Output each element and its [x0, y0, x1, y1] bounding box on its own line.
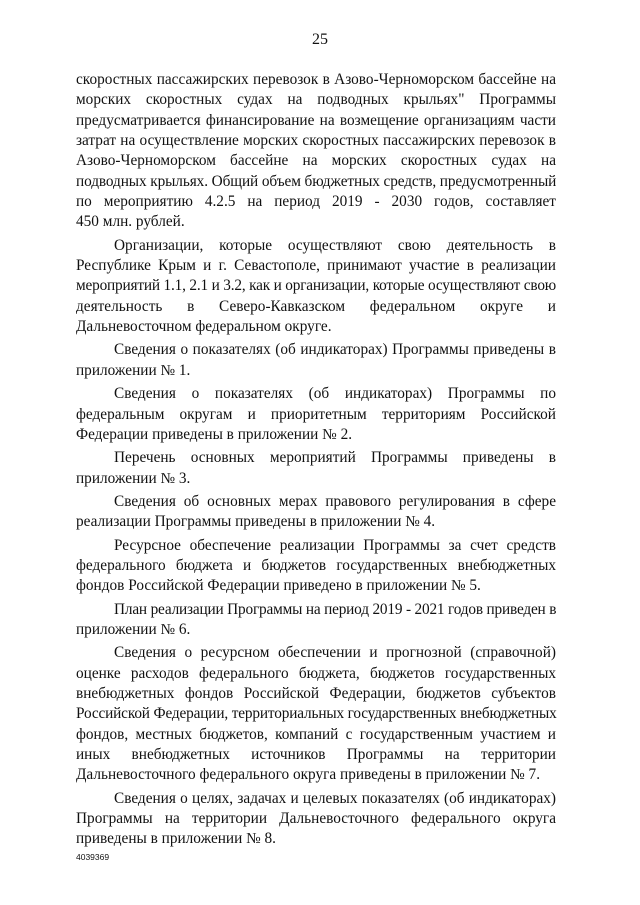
text-line: фондов, местных бюджетов, компаний с государственным участием и	[76, 725, 556, 743]
text-line: мероприятий 1.1, 2.1 и 3.2, как и организации, которые осуществляют свою	[76, 277, 557, 295]
document-code: 4039369	[76, 852, 110, 862]
paragraph	[76, 536, 556, 597]
text-line: приложении № 6.	[76, 620, 191, 638]
text-line: Сведения об основных мерах правового регулирования в сфере	[114, 492, 556, 510]
text-line: фондов Российской Федерации приведено в приложении № 5.	[76, 577, 481, 595]
text-line: внебюджетных фондов Российской Федерации, бюджетов субъектов	[76, 684, 556, 702]
page-number: 25	[312, 31, 328, 48]
text-line: Республике Крым и г. Севастополе, принимают участие в реализации	[76, 257, 556, 275]
text-line: федеральным округам и приоритетным территориям Российской	[76, 405, 556, 423]
text-line: Ресурсное обеспечение реализации Программы за счет средств	[114, 536, 556, 554]
text-line: Организации, которые осуществляют свою деятельность в	[114, 236, 556, 254]
paragraph	[76, 492, 556, 533]
text-line: деятельность в Северо-Кавказском федеральном округе и	[76, 297, 556, 315]
text-line: подводных крыльях. Общий объем бюджетных средств, предусмотренный	[76, 172, 557, 190]
text-line: Сведения о целях, задачах и целевых показателях (об индикаторах)	[114, 789, 556, 807]
text-line: Сведения о ресурсном обеспечении и прогнозной (справочной)	[114, 644, 556, 662]
text-line: федерального бюджета и бюджетов государственных внебюджетных	[76, 556, 556, 574]
text-line: Дальневосточном федеральном округе.	[76, 318, 332, 336]
text-line: по мероприятию 4.2.5 на период 2019 - 2030 годов, составляет	[76, 193, 556, 211]
paragraph	[76, 70, 556, 233]
text-line: приведены в приложении № 8.	[76, 830, 277, 848]
text-line: морских скоростных судах на подводных крыльях" Программы	[76, 91, 556, 109]
text-line: Дальневосточного федерального округа приведены в приложении № 7.	[76, 766, 541, 784]
text-line: Программы на территории Дальневосточного федерального округа	[76, 810, 556, 828]
text-line: Федерации приведены в приложении № 2.	[76, 425, 353, 443]
paragraph	[76, 448, 556, 489]
text-line: Сведения о показателях (об индикаторах) Программы приведены в	[114, 341, 556, 359]
text-line: иных внебюджетных источников Программы на территории	[76, 746, 556, 763]
text-line: Российской Федерации, территориальных государственных внебюджетных	[76, 705, 557, 723]
paragraph	[76, 789, 556, 850]
paragraph	[76, 236, 556, 338]
text-line: реализации Программы приведены в приложении № 4.	[76, 513, 436, 531]
text-line: 450 млн. рублей.	[76, 213, 185, 231]
text-line: оценке расходов федерального бюджета, бюджетов государственных	[76, 664, 556, 682]
text-line: скоростных пассажирских перевозок в Азово-Черноморском бассейне на	[76, 71, 556, 88]
text-line: План реализации Программы на период 2019 - 2021 годов приведен в	[114, 600, 557, 618]
text-line: Азово-Черноморском бассейне на морских скоростных судах на	[76, 152, 556, 170]
text-line: Сведения о показателях (об индикаторах) Программы по	[114, 385, 556, 403]
text-line: приложении № 3.	[76, 469, 191, 487]
document-body	[76, 70, 556, 853]
paragraph	[76, 340, 556, 381]
paragraph	[76, 384, 556, 445]
text-line: затрат на осуществление морских скоростных пассажирских перевозок в	[76, 132, 556, 150]
text-line: Перечень основных мероприятий Программы приведены в	[114, 449, 556, 467]
paragraph	[76, 600, 556, 641]
text-line: предусматривается финансирование на возмещение организациям части	[76, 111, 556, 129]
text-line: приложении № 1.	[76, 361, 191, 379]
paragraph	[76, 643, 556, 785]
